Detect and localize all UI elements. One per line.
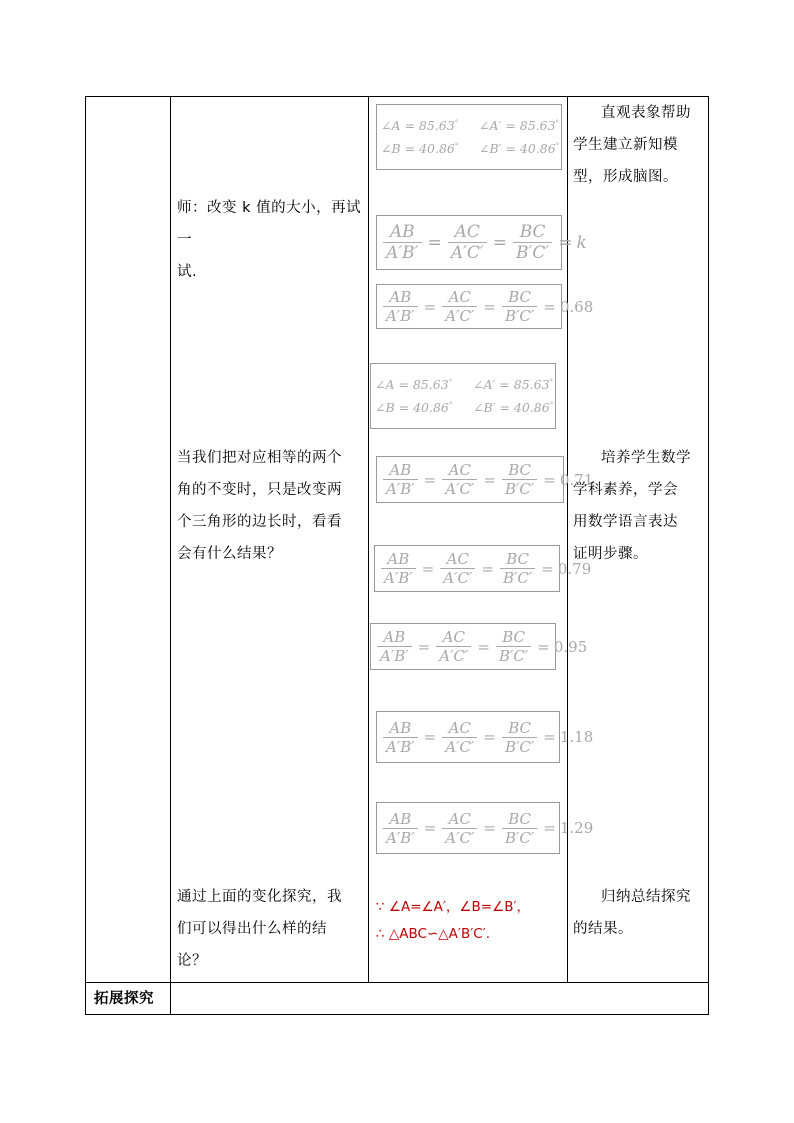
purpose-3	[573, 881, 705, 945]
teacher-prompt-1-line: 师：改变 k 值的大小，再试一	[177, 200, 362, 248]
purpose-2-line: 培养学生数学	[601, 450, 691, 466]
ratio-box-129: $\frac{AB}{A'B'}$ = $\frac{AC}{A'C'}$ = $\frac{BC}{B'C'}$ = 1.29	[376, 802, 560, 854]
extension-label: 拓展探究	[94, 991, 154, 1007]
purpose-3-line: 的结果。	[573, 921, 633, 937]
conclusion-line-1: ∵ ∠A=∠A′，∠B=∠B′，	[376, 899, 531, 915]
teacher-prompt-2-line: 当我们把对应相等的两个	[177, 450, 342, 466]
ratio-value: 0.95	[553, 637, 588, 656]
purpose-2-line: 证明步骤。	[573, 546, 648, 562]
teacher-prompt-2	[177, 442, 363, 570]
teacher-prompt-2-line: 角的不变时，只是改变两	[177, 482, 342, 498]
purpose-2-line: 学科素养，学会	[573, 482, 678, 498]
table-row-divider	[85, 982, 709, 983]
table-left-border	[85, 96, 86, 1015]
angle-a-prime-1: ∠A′ = 85.63°	[479, 118, 560, 133]
table-col-divider-2	[368, 96, 369, 983]
teacher-prompt-3-line: 通过上面的变化探究，我	[177, 889, 342, 905]
teacher-prompt-2-line: 会有什么结果？	[177, 546, 282, 562]
ratio-box-068: $\frac{AB}{A'B'}$ = $\frac{AC}{A'C'}$ = $\frac{BC}{B'C'}$ = 0.68	[376, 284, 562, 329]
angle-a-1: ∠A = 85.63°	[381, 118, 459, 133]
ratio-value: 0.71	[559, 470, 594, 489]
teacher-prompt-3	[177, 881, 363, 977]
teacher-prompt-3-line: 论？	[177, 953, 207, 969]
purpose-1-line: 直观表象帮助	[601, 105, 691, 121]
ratio-value: k	[576, 232, 587, 253]
ratio-box-095: $\frac{AB}{A'B'}$ = $\frac{AC}{A'C'}$ = $\frac{BC}{B'C'}$ = 0.95	[370, 623, 556, 670]
table-col-divider-3	[567, 96, 568, 983]
purpose-2-line: 用数学语言表达	[573, 514, 678, 530]
angles-box-2	[370, 363, 556, 429]
ratio-value: 0.68	[559, 297, 594, 316]
teacher-prompt-1-line: 试.	[177, 264, 198, 280]
teacher-prompt-2-line: 个三角形的边长时，看看	[177, 514, 342, 530]
table-bottom-border	[85, 1014, 709, 1015]
angle-a-2: ∠A = 85.63°	[375, 377, 453, 392]
teacher-prompt-1	[177, 192, 363, 288]
ratio-box-k: $\frac{AB}{A'B'}$ = $\frac{AC}{A'C'}$ = $\frac{BC}{B'C'}$ = k	[376, 215, 562, 270]
ratio-value: 1.29	[559, 819, 594, 837]
ratio-box-118: $\frac{AB}{A'B'}$ = $\frac{AC}{A'C'}$ = $\frac{BC}{B'C'}$ = 1.18	[376, 711, 560, 763]
angle-b-1: ∠B = 40.86°	[381, 141, 459, 156]
purpose-1-line: 型，形成脑图。	[573, 169, 678, 185]
purpose-2	[573, 442, 705, 570]
angles-box-1	[376, 104, 562, 170]
angle-b-prime-2: ∠B′ = 40.86°	[473, 400, 554, 415]
conclusion-line-2: ∴ △ABC∽△A′B′C′.	[376, 926, 491, 942]
ratio-box-079: $\frac{AB}{A'B'}$ = $\frac{AC}{A'C'}$ = $\frac{BC}{B'C'}$ = 0.79	[374, 545, 560, 592]
angle-a-prime-2: ∠A′ = 85.63°	[473, 377, 554, 392]
ratio-box-071: $\frac{AB}{A'B'}$ = $\frac{AC}{A'C'}$ = $\frac{BC}{B'C'}$ = 0.71	[376, 456, 564, 503]
table-right-border	[708, 96, 709, 1015]
table-col-divider-1	[170, 96, 171, 1015]
angle-b-prime-1: ∠B′ = 40.86°	[479, 141, 560, 156]
purpose-3-line: 归纳总结探究	[601, 889, 691, 905]
purpose-1	[573, 97, 705, 193]
ratio-value: 1.18	[559, 728, 594, 746]
ratio-value: 0.79	[557, 559, 592, 578]
angle-b-2: ∠B = 40.86°	[375, 400, 453, 415]
teacher-prompt-3-line: 们可以得出什么样的结	[177, 921, 327, 937]
purpose-1-line: 学生建立新知模	[573, 137, 678, 153]
